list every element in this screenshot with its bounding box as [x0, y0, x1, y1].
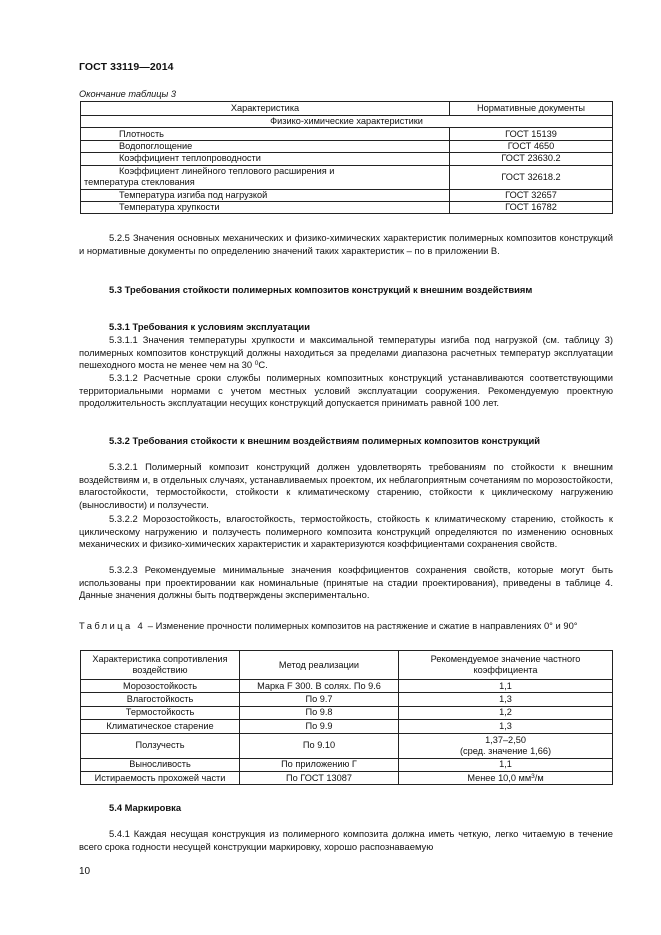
table4-cell-value-tail: /м [534, 772, 544, 783]
table4-cell-method: По 9.8 [240, 706, 399, 719]
table4-cell-value: 1,3 [399, 720, 613, 733]
table4-cell-value: 1,1 [399, 758, 613, 771]
table4-cell-name: Истираемость прохожей части [81, 771, 240, 784]
table4-cell-method: По приложению Г [240, 758, 399, 771]
heading-text: 5.3.1 Требования к условиям эксплуатации [109, 321, 310, 332]
table3-cell-doc: ГОСТ 4650 [450, 140, 613, 152]
heading-text: 5.4 Маркировка [109, 802, 182, 813]
paragraph-text: 5.3.2.2 Морозостойкость, влагостойкость, термостойкость, стойкость к климатическому старению, стойкость к циклическому нагружению и ползучесть полимерного композита конструкций определяются по изменению основных механических и физико-химических характеристик и характеризуются коэффициентами сохранения свойств. [79, 513, 613, 550]
table3-cell-name: Температура изгиба под нагрузкой [81, 189, 450, 201]
page-number: 10 [79, 866, 91, 877]
table4-caption [79, 620, 613, 633]
table4-cell-value-line2: (сред. значение 1,66) [459, 745, 552, 756]
table4-caption-body: – Изменение прочности полимерных композитов на растяжение и сжатие в направлениях 0° и 90° [145, 620, 578, 631]
table4-cell-method: Марка F 300. В солях. По 9.6 [240, 680, 399, 693]
table3-cell-name-line1: Коэффициент линейного теплового расширения и [119, 165, 335, 176]
table4-cell-name: Климатическое старение [81, 720, 240, 733]
paragraph-text [79, 334, 613, 372]
table4-cell-value: 1,1 [399, 680, 613, 693]
table3-cell-name: Плотность [81, 128, 450, 140]
table4-caption-text [79, 620, 613, 633]
table4-header-characteristic: Характеристика сопротивления воздействию [81, 651, 240, 680]
table-row [81, 733, 613, 758]
table-row [81, 189, 613, 201]
paragraph-5-3-2-2 [79, 513, 613, 551]
table3-cell-name: Коэффициент теплопроводности [81, 153, 450, 165]
table-row [81, 201, 613, 213]
table4-cell-name: Ползучесть [81, 733, 240, 758]
paragraph-text-tail: С. [258, 359, 268, 371]
table4-header-method: Метод реализации [240, 651, 399, 680]
table3-cell-name: Температура хрупкости [81, 201, 450, 213]
paragraph-5-3-1-2 [79, 372, 613, 410]
table4-cell-name: Влагостойкость [81, 693, 240, 706]
table3-cell-doc: ГОСТ 23630.2 [450, 153, 613, 165]
table4-cell-name: Морозостойкость [81, 680, 240, 693]
paragraph-text-main: 5.3.1.1 Значения температуры хрупкости и максимальной температуры изгиба под нагрузкой (см. таблицу 3) полимерных композитов конструкций должны находиться за пределами диапазона расчетных температур эксплуатации пешеходного моста не менее чем на 30 [79, 334, 613, 371]
table3-caption: Окончание таблицы 3 [79, 89, 176, 99]
table4-cell-value-line1: 1,37–2,50 [485, 734, 526, 745]
paragraph-5-2-5 [79, 232, 613, 257]
paragraph-5-3-2-1 [79, 461, 613, 511]
table4-cell-method: По 9.10 [240, 733, 399, 758]
table-row [81, 680, 613, 693]
cubic-superscript: 3 [531, 772, 535, 780]
table-4 [80, 650, 613, 785]
paragraph-5-3-1-1 [79, 334, 613, 372]
table-row [81, 706, 613, 719]
heading-text: 5.3.2 Требования стойкости к внешним воздействиям полимерных композитов конструкций [109, 435, 541, 446]
table4-cell-value-main: Менее 10,0 мм [467, 772, 532, 783]
table3-cell-doc: ГОСТ 32657 [450, 189, 613, 201]
heading-text: 5.3 Требования стойкости полимерных композитов конструкций к внешним воздействиям [109, 284, 533, 295]
table4-cell-value [399, 733, 613, 758]
table-row [81, 693, 613, 706]
table-row [81, 128, 613, 140]
table3-cell-doc: ГОСТ 16782 [450, 201, 613, 213]
table3-cell-name [81, 165, 450, 189]
paragraph-text: 5.2.5 Значения основных механических и физико-химических характеристик полимерных композитов конструкций и нормативные документы по определению значений таких характеристик – по в приложении В. [79, 232, 613, 256]
table4-cell-name: Выносливость [81, 758, 240, 771]
table4-cell-method: По 9.9 [240, 720, 399, 733]
paragraph-text: 5.3.2.3 Рекомендуемые минимальные значения коэффициентов сохранения свойств, которые могут быть использованы при проектировании как номинальные (принятые на стадии проектирования), приведены в таблице 4. Данные значения должны быть подтверждены экспериментально. [79, 564, 613, 601]
table-row [81, 720, 613, 733]
table4-cell-method: По 9.7 [240, 693, 399, 706]
table3-header-documents: Нормативные документы [450, 102, 613, 116]
table4-cell-value [399, 771, 613, 784]
paragraph-text: 5.3.2.1 Полимерный композит конструкций должен удовлетворять требованиям по стойкости к внешним воздействиям и, в отдельных случаях, устанавливаемых проектом, их неблагоприятным сочетаниям по морозостойкости, влагостойкости, термостойкости, стойкости к климатическому старению, стойкости к циклическому нагружению (выносливости) и ползучести. [79, 461, 613, 510]
heading-5-4 [79, 802, 613, 815]
table-3 [80, 101, 613, 214]
heading-5-3-1 [79, 321, 613, 334]
table3-cell-doc: ГОСТ 32618.2 [450, 165, 613, 189]
table4-cell-value: 1,2 [399, 706, 613, 719]
table4-header-value: Рекомендуемое значение частного коэффициента [399, 651, 613, 680]
table3-cell-name: Водопоглощение [81, 140, 450, 152]
table-row [81, 771, 613, 784]
heading-5-3-2 [79, 435, 613, 448]
table-row [81, 758, 613, 771]
table4-cell-name: Термостойкость [81, 706, 240, 719]
table4-caption-label: Таблица 4 [79, 620, 146, 631]
paragraph-5-3-2-3 [79, 564, 613, 602]
table-row [81, 153, 613, 165]
table3-cell-doc: ГОСТ 15139 [450, 128, 613, 140]
table4-cell-method: По ГОСТ 13087 [240, 771, 399, 784]
document-header: ГОСТ 33119—2014 [79, 61, 174, 73]
heading-5-3 [79, 284, 613, 297]
paragraph-5-4-1 [79, 828, 613, 853]
paragraph-text: 5.3.1.2 Расчетные сроки службы полимерных композитных конструкций устанавливаются соответствующими территориальными нормами с учетом местных условий эксплуатации сооружения. Рекомендуемую проектную продолжительность эксплуатации несущих конструкций допускается принимать равной 100 лет. [79, 372, 613, 409]
table3-header-characteristic: Характеристика [81, 102, 450, 116]
table4-cell-value: 1,3 [399, 693, 613, 706]
paragraph-text: 5.4.1 Каждая несущая конструкция из полимерного композита должна иметь четкую, легко читаемую в течение всего срока годности несущей конструкции маркировку, хорошо распознаваемую [79, 828, 613, 852]
table-row [81, 140, 613, 152]
degree-superscript: 0 [254, 360, 259, 368]
table3-cell-name-line2: температура стеклования [84, 177, 195, 188]
table-row [81, 165, 613, 189]
table3-section-row: Физико-химические характеристики [81, 116, 613, 128]
